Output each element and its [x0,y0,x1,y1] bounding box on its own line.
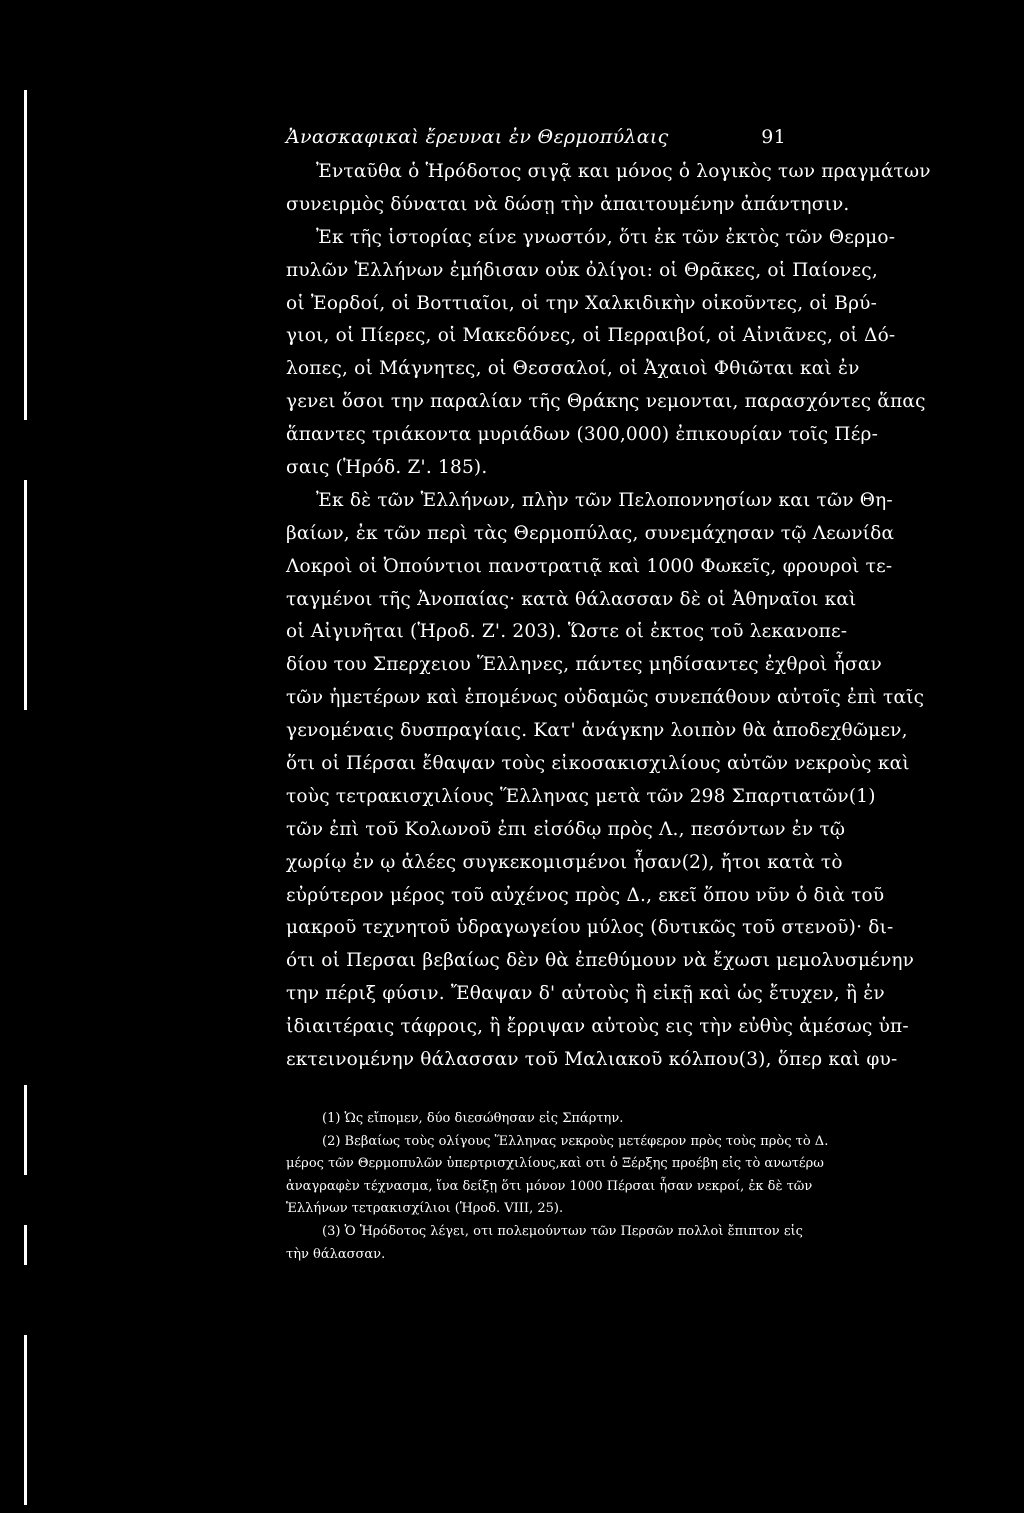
footnote-line: ἀναγραφὲν τέχνασμα, ἵνα δείξῃ ὅτι μόνον 1000 Πέρσαι ἦσαν νεκροί, ἐκ δὲ τῶν [286,1178,813,1194]
body-line: λοπες, οἱ Μάγνητες, οἱ Θεσσαλοί, οἱ Ἀχαιοὶ Φθιῶται καὶ ἐν [286,358,860,380]
footnotes [286,1108,829,1266]
body-line: οἱ Αἰγινῆται (Ἡροδ. Ζ'. 203). Ὥστε οἱ ἐκτος τοῦ λεκανοπε- [286,621,848,643]
body-line: Ἐκ δὲ τῶν Ἑλλήνων, πλὴν τῶν Πελοποννησίων και τῶν Θη- [316,489,893,511]
footnote-line: (2) Βεβαίως τοὺς ολίγους Ἕλληνας νεκροὺς μετέφερον πρὸς τοὺς πρὸς τὸ Δ. [322,1133,829,1149]
body-line: Ἐκ τῆς ἱστορίας είνε γνωστόν, ὅτι ἐκ τῶν ἐκτὸς τῶν Θερμο- [316,226,896,248]
scan-edge-mark [24,1335,27,1505]
body-line: πυλῶν Ἑλλήνων ἐμήδισαν οὐκ ὀλίγοι: οἱ Θρᾶκες, οἱ Παίονες, [286,259,878,281]
body-line: δίου του Σπερχειου Ἕλληνες, πάντες μηδίσαντες ἐχθροὶ ἦσαν [286,654,882,676]
footnote-line: (3) Ὁ Ἡρόδοτος λέγει, οτι πολεμούντων τῶν Περσῶν πολλοὶ ἔπιπτον εἰς [322,1223,803,1239]
footnote-line: μέρος τῶν Θερμοπυλῶν ὑπερτρισχιλίους,καὶ οτι ὁ Ξέρξης προέβη εἰς τὸ ανωτέρω [286,1156,824,1172]
body-line: τῶν ἐπὶ τοῦ Κολωνοῦ ἐπι εἰσόδῳ πρὸς Λ., πεσόντων ἐν τῷ [286,818,846,840]
body-line: τοὺς τετρακισχιλίους Ἕλληνας μετὰ τῶν 298 Σπαρτιατῶν(1) [286,785,876,807]
footnote-line: Ἑλλήνων τετρακισχίλιοι (Ἡροδ. VIII, 25). [286,1201,564,1217]
body-line: Λοκροὶ οἱ Ὀπούντιοι πανστρατιᾷ καὶ 1000 Φωκεῖς, φρουροὶ τε- [286,555,893,577]
body-line: γενει ὅσοι την παραλίαν τῆς Θράκης νεμονται, παρασχόντες ἅπας [286,391,926,413]
body-line: ταγμένοι τῆς Ἀνοπαίας· κατὰ θάλασσαν δὲ οἱ Ἀθηναῖοι καὶ [286,588,857,610]
footnote-line: τὴν θάλασσαν. [286,1246,386,1262]
body-line: τῶν ἡμετέρων καὶ ἑπομένως οὐδαμῶς συνεπάθουν αὐτοῖς ἐπὶ ταῖς [286,687,925,709]
body-text [286,156,931,1077]
body-line: Ἐνταῦθα ὁ Ἡρόδοτος σιγᾷ και μόνος ὁ λογικὸς των πραγμάτων [316,161,931,182]
body-line: ἅπαντες τριάκοντα μυριάδων (300,000) ἐπικουρίαν τοῖς Πέρ- [286,424,879,446]
body-line: βαίων, ἐκ τῶν περὶ τὰς Θερμοπύλας, συνεμάχησαν τῷ Λεωνίδα [286,522,895,544]
footnote-line: (1) Ὡς εἴπομεν, δύο διεσώθησαν εἰς Σπάρτην. [322,1111,624,1126]
body-line: ὅτι οἱ Πέρσαι ἔθαψαν τοὺς εἰκοσακισχιλίους αὐτῶν νεκροὺς καὶ [286,753,910,775]
running-header [286,126,786,154]
body-line: γιοι, οἱ Πίερες, οἱ Μακεδόνες, οἱ Περραιβοί, οἱ Αἰνιᾶνες, οἱ Δό- [286,325,896,347]
body-line: συνειρμὸς δύναται νὰ δώσῃ τὴν ἀπαιτουμένην ἀπάντησιν. [286,193,850,215]
page-number: 91 [761,126,786,148]
scan-edge-mark [24,480,27,710]
body-line: γενομέναις δυσπραγίαις. Κατ' ἀνάγκην λοιπὸν θὰ ἀποδεχθῶμεν, [286,720,908,742]
body-line: εκτεινομένην θάλασσαν τοῦ Μαλιακοῦ κόλπου(3), ὅπερ καὶ φυ- [286,1049,898,1071]
scan-edge-mark [24,1225,27,1265]
body-line: ότι οἱ Περσαι βεβαίως δὲν θὰ ἐπεθύμουν νὰ ἔχωσι μεμολυσμένην [286,950,915,972]
scan-edge-mark [24,90,27,420]
body-line: χωρίῳ ἐν ῳ ἁλέες συγκεκομισμένοι ἦσαν(2), ἤτοι κατὰ τὸ [286,851,843,873]
body-line: σαις (Ἡρόδ. Ζ'. 185). [286,457,488,479]
body-line: οἱ Ἐορδοί, οἱ Βοττιαῖοι, οἱ την Χαλκιδικὴν οἰκοῦντες, οἱ Βρύ- [286,292,878,314]
scan-edge-mark [24,1085,27,1175]
body-line: μακροῦ τεχνητοῦ ὑδραγωγείου μύλος (δυτικῶς τοῦ στενοῦ)· δι- [286,917,894,939]
body-line: ἰδιαιτέραις τάφροις, ἢ ἔρριψαν αὐτοὺς εις τὴν εὐθὺς ἀμέσως ὑπ- [286,1016,909,1038]
body-line: εὐρύτερον μέρος τοῦ αὐχένος πρὸς Δ., εκεῖ ὅπου νῦν ὁ διὰ τοῦ [286,884,885,906]
body-line: την πέριξ φύσιν. Ἔθαψαν δ' αὐτοὺς ἢ εἰκῇ καὶ ὡς ἔτυχεν, ἢ ἐν [286,983,885,1005]
running-title: Ἀνασκαφικαὶ ἔρευναι ἐν Θερμοπύλαις [286,126,669,148]
